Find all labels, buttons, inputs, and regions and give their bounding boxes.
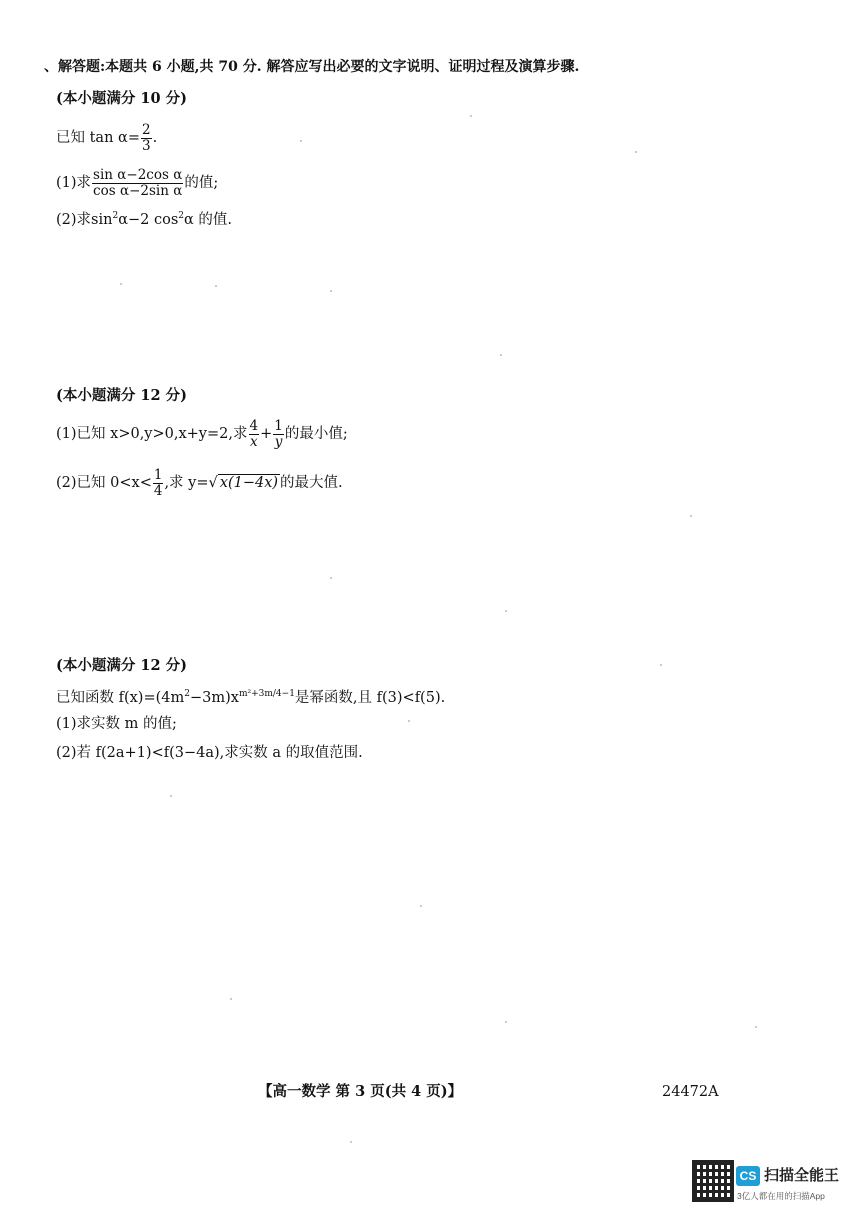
q2-part1-suffix: 的最小值; bbox=[284, 426, 348, 442]
q2-part2 bbox=[56, 463, 343, 503]
scan-speck bbox=[330, 577, 332, 579]
scan-speck bbox=[470, 115, 472, 117]
section-header: 、解答题:本题共 6 小题,共 70 分. 解答应写出必要的文字说明、证明过程及演算步骤. bbox=[44, 59, 580, 75]
scan-speck bbox=[500, 354, 502, 356]
page-footer: 【高一数学 第 3 页(共 4 页)】 bbox=[258, 1083, 463, 1100]
q1-given-prefix: 已知 tan α= bbox=[56, 130, 140, 146]
scan-speck bbox=[755, 1026, 757, 1028]
scan-speck bbox=[300, 140, 302, 142]
scan-speck bbox=[120, 283, 122, 285]
q2-part1-frac2-num: 1 bbox=[274, 417, 283, 434]
q2-part2-num: 1 bbox=[153, 466, 163, 483]
q1-part2-a: (2)求sin bbox=[56, 212, 113, 228]
q1-part1 bbox=[56, 165, 218, 201]
q1-given-num: 2 bbox=[141, 121, 151, 138]
q2-part2-suffix: 的最大值. bbox=[280, 475, 343, 491]
q1-part1-den: cos α−2sin α bbox=[93, 182, 183, 199]
q3-given-b: −3m)x bbox=[189, 690, 239, 706]
q3-part1: (1)求实数 m 的值; bbox=[56, 716, 177, 732]
q1-part2-sup2: 2 bbox=[178, 211, 185, 221]
watermark-tagline: 3亿人都在用的扫描App bbox=[737, 1191, 825, 1201]
q3-part2: (2)若 f(2a+1)<f(3−4a),求实数 a 的取值范围. bbox=[56, 745, 363, 761]
q1-part1-num: sin α−2cos α bbox=[93, 166, 183, 183]
scan-speck bbox=[350, 1141, 352, 1143]
q3-given bbox=[56, 688, 445, 708]
q2-part2-prefix: (2)已知 0<x< bbox=[56, 475, 152, 491]
scan-speck bbox=[505, 610, 507, 612]
q2-part2-den: 4 bbox=[153, 482, 163, 499]
q1-part2 bbox=[56, 210, 232, 230]
q1-score: (本小题满分 10 分) bbox=[56, 90, 187, 107]
q2-score: (本小题满分 12 分) bbox=[56, 387, 187, 404]
q2-part2-fraction bbox=[153, 468, 164, 499]
q2-part1-frac1 bbox=[249, 419, 260, 450]
q1-given-suffix: . bbox=[152, 130, 158, 146]
q1-part1-suffix: 的值; bbox=[184, 175, 219, 191]
q2-part1-frac2-den: y bbox=[274, 433, 283, 450]
q2-part1-frac1-num: 4 bbox=[249, 417, 259, 434]
scan-speck bbox=[505, 1021, 507, 1023]
q3-given-sup1: 2 bbox=[184, 689, 190, 699]
qr-code-icon bbox=[692, 1160, 734, 1202]
scan-speck bbox=[230, 998, 232, 1000]
q2-part2-radicand: x(1−4x) bbox=[219, 475, 279, 491]
q2-part1 bbox=[56, 414, 348, 454]
scan-speck bbox=[330, 290, 332, 292]
q1-given bbox=[56, 120, 157, 156]
q3-given-a: 已知函数 f(x)=(4m bbox=[56, 690, 185, 706]
scan-speck bbox=[690, 515, 692, 517]
q1-part1-fraction bbox=[92, 168, 183, 199]
q3-given-c: 是幂函数,且 f(3)<f(5). bbox=[294, 690, 446, 706]
q3-score: (本小题满分 12 分) bbox=[56, 657, 187, 674]
q2-part1-frac1-den: x bbox=[249, 433, 258, 450]
q2-part1-frac2 bbox=[273, 419, 284, 450]
q1-given-fraction bbox=[141, 123, 152, 154]
q2-part2-mid: ,求 y=√ bbox=[164, 475, 218, 491]
q2-part1-prefix: (1)已知 x>0,y>0,x+y=2,求 bbox=[56, 426, 248, 442]
scan-speck bbox=[420, 905, 422, 907]
exam-code: 24472A bbox=[662, 1084, 719, 1100]
q1-given-den: 3 bbox=[141, 137, 151, 154]
scan-speck bbox=[408, 720, 410, 722]
scan-speck bbox=[215, 285, 217, 287]
watermark-app-name: 扫描全能王 bbox=[764, 1167, 840, 1184]
scan-speck bbox=[170, 795, 172, 797]
q3-given-exponent: m²+3m/4−1 bbox=[238, 689, 295, 699]
q1-part2-sup1: 2 bbox=[112, 211, 119, 221]
q1-part2-b: α−2 cos bbox=[118, 212, 179, 228]
q2-part1-plus: + bbox=[260, 426, 273, 442]
camscanner-logo: CS bbox=[736, 1166, 760, 1186]
scan-speck bbox=[635, 151, 637, 153]
scan-speck bbox=[660, 664, 662, 666]
q1-part1-prefix: (1)求 bbox=[56, 175, 92, 191]
q1-part2-c: α 的值. bbox=[184, 212, 233, 228]
